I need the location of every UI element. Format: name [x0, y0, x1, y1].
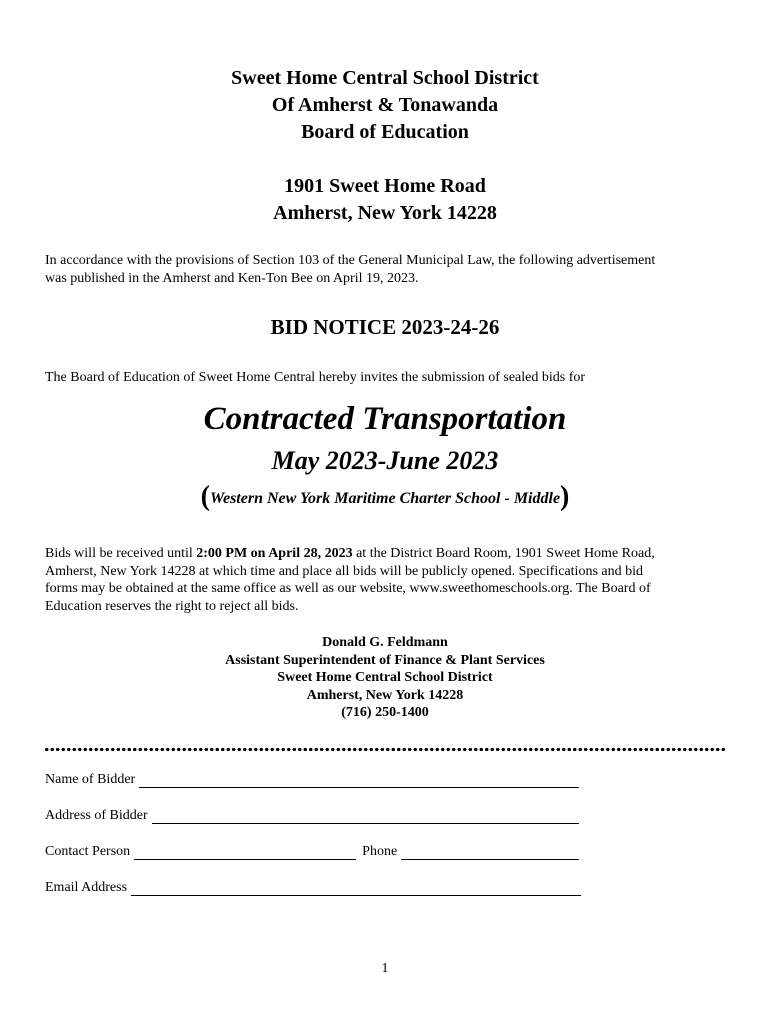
bid-notice-heading: BID NOTICE 2023-24-26	[270, 315, 500, 339]
district-name: Sweet Home Central School District	[231, 67, 539, 89]
intro-paragraph	[45, 252, 720, 287]
intro-line-1: In accordance with the provisions of Section 103 of the General Municipal Law, the following advertisement	[45, 253, 656, 268]
bidder-address-row	[45, 808, 579, 824]
email-label: Email Address	[45, 880, 128, 895]
address-city: Amherst, New York 14228	[273, 202, 497, 224]
contact-person-label: Contact Person	[45, 844, 131, 859]
details-paragraph	[45, 545, 720, 615]
details-line-3: forms may be obtained at the same office as well as our website, www.sweethomeschools.org. The Board of	[45, 581, 651, 596]
email-row	[45, 880, 581, 896]
board-name: Board of Education	[301, 121, 469, 143]
dotted-divider	[44, 747, 726, 752]
bidder-name-field[interactable]	[139, 773, 579, 788]
bidder-name-label: Name of Bidder	[45, 772, 136, 787]
phone-field[interactable]	[401, 845, 579, 860]
close-paren: )	[560, 481, 570, 512]
bidder-name-row	[45, 772, 579, 788]
invitation-text: The Board of Education of Sweet Home Central hereby invites the submission of sealed bids for	[45, 370, 586, 385]
bidder-address-label: Address of Bidder	[45, 808, 148, 823]
address-street: 1901 Sweet Home Road	[284, 175, 486, 197]
details-line-1: Bids will be received until 2:00 PM on April 28, 2023 at the District Board Room, 1901 Sweet Home Road,	[45, 546, 655, 561]
details-line-2: Amherst, New York 14228 at which time and place all bids will be publicly opened. Specifications and bid	[45, 563, 643, 579]
signature-block	[0, 634, 770, 722]
intro-line-2: was published in the Amherst and Ken-Ton Bee on April 19, 2023.	[45, 270, 419, 286]
contract-title: Contracted Transportation	[203, 401, 567, 437]
phone-label: Phone	[362, 844, 398, 859]
contact-person-field[interactable]	[134, 845, 356, 860]
signer-org: Sweet Home Central School District	[277, 670, 493, 685]
contract-dates: May 2023-June 2023	[271, 446, 499, 475]
email-field[interactable]	[131, 881, 581, 896]
open-paren: (	[200, 481, 210, 512]
bidder-address-field[interactable]	[152, 809, 579, 824]
signer-name: Donald G. Feldmann	[322, 635, 448, 650]
district-subtitle: Of Amherst & Tonawanda	[271, 94, 499, 116]
school-name: Western New York Maritime Charter School - Middle	[209, 490, 561, 507]
signer-city: Amherst, New York 14228	[306, 687, 464, 703]
contact-row	[45, 844, 579, 860]
signer-title: Assistant Superintendent of Finance & Plant Services	[225, 652, 545, 668]
page-number: 1	[381, 961, 389, 976]
signer-phone: (716) 250-1400	[341, 705, 429, 720]
details-line-4: Education reserves the right to reject all bids.	[45, 598, 299, 614]
bid-deadline: 2:00 PM on April 28, 2023	[196, 546, 353, 561]
contract-subtitle	[0, 481, 770, 513]
